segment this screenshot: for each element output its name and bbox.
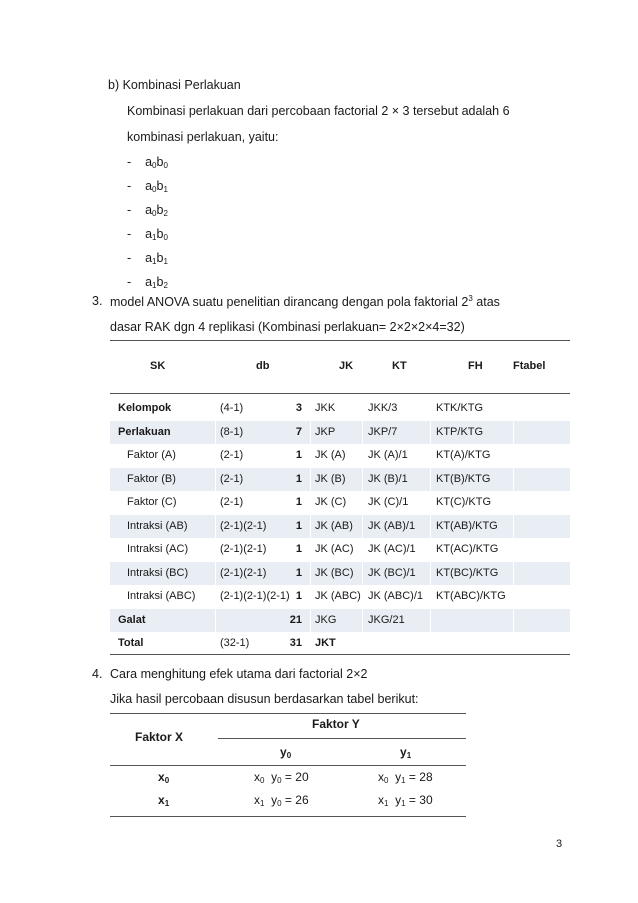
anova-top-rule bbox=[110, 340, 570, 341]
cell-jk: JKP bbox=[315, 425, 336, 438]
factor-b-subscript: 0 bbox=[163, 161, 168, 170]
cell-db: (2-1)(2-1) bbox=[220, 543, 267, 555]
cell-sk: Galat bbox=[118, 613, 146, 626]
cell-jk: JKT bbox=[315, 637, 336, 649]
cell-x1-y1 bbox=[378, 793, 433, 808]
anova-bottom-rule bbox=[110, 654, 570, 655]
cell-sk: Intraksi (ABC) bbox=[127, 590, 196, 602]
cell-y-letter: y bbox=[271, 770, 278, 784]
cell-x-letter: x bbox=[378, 770, 384, 784]
table-row bbox=[110, 421, 570, 444]
cell-db-value: 1 bbox=[295, 590, 302, 602]
cell-kt: JK (BC)/1 bbox=[368, 566, 416, 579]
cell-db: (2-1) bbox=[220, 449, 244, 461]
cell-db-value: 1 bbox=[295, 496, 302, 508]
factor-a-letter: a bbox=[145, 251, 153, 265]
column-separator bbox=[215, 421, 216, 444]
factor-b-subscript: 0 bbox=[163, 233, 168, 242]
cell-kt: JK (A)/1 bbox=[368, 449, 408, 461]
cell-value: = 30 bbox=[408, 793, 433, 807]
header-jk: JK bbox=[339, 360, 354, 372]
y1-subscript: 1 bbox=[406, 751, 412, 760]
factor-table bbox=[110, 713, 466, 817]
factor-b-subscript: 1 bbox=[163, 185, 168, 194]
table-row bbox=[110, 632, 570, 655]
cell-db: (2-1)(2-1) bbox=[220, 519, 267, 532]
cell-jk: JK (AC) bbox=[315, 543, 354, 555]
section-4-line2: Jika hasil percobaan disusun berdasarkan tabel berikut: bbox=[110, 692, 419, 706]
cell-db: (2-1)(2-1)(2-1) bbox=[220, 590, 290, 602]
cell-fh: KTK/KTG bbox=[436, 402, 484, 414]
cell-db-value: 1 bbox=[295, 449, 302, 461]
section-3-number: 3. bbox=[92, 294, 103, 308]
cell-db: (2-1) bbox=[220, 472, 244, 485]
column-separator bbox=[310, 562, 311, 585]
cell-jk: JK (C) bbox=[315, 496, 347, 508]
x0-letter: x bbox=[158, 770, 165, 784]
column-separator bbox=[430, 609, 431, 632]
factor-table-header-rule bbox=[110, 765, 466, 766]
section-3-line1 bbox=[110, 294, 500, 309]
y1-header bbox=[400, 745, 411, 760]
y0-letter: y bbox=[280, 745, 287, 759]
cell-jk: JK (B) bbox=[315, 472, 346, 485]
cell-fh: KT(ABC)/KTG bbox=[436, 590, 506, 602]
cell-kt: JKP/7 bbox=[368, 425, 398, 438]
column-separator bbox=[362, 468, 363, 491]
cell-fh: KT(C)/KTG bbox=[436, 496, 491, 508]
factor-a-subscript: 1 bbox=[152, 281, 157, 290]
cell-x-letter: x bbox=[254, 793, 260, 807]
column-separator bbox=[513, 515, 514, 538]
column-separator bbox=[362, 421, 363, 444]
column-separator bbox=[310, 609, 311, 632]
cell-db: (32-1) bbox=[220, 637, 250, 649]
cell-db: (8-1) bbox=[220, 425, 244, 438]
cell-sk: Intraksi (AB) bbox=[127, 519, 188, 532]
column-separator bbox=[215, 609, 216, 632]
cell-db-value: 1 bbox=[295, 543, 302, 555]
cell-y-letter: y bbox=[395, 770, 402, 784]
cell-x0-y1 bbox=[378, 770, 433, 785]
section-4-number: 4. bbox=[92, 667, 103, 681]
column-separator bbox=[362, 562, 363, 585]
x0-subscript: 0 bbox=[164, 776, 170, 785]
cell-sk: Intraksi (AC) bbox=[127, 543, 189, 555]
cell-kt: JK (B)/1 bbox=[368, 472, 408, 485]
list-dash: - bbox=[127, 203, 132, 217]
cell-kt: JK (AC)/1 bbox=[368, 543, 416, 555]
factor-a-subscript: 0 bbox=[152, 161, 157, 170]
column-separator bbox=[310, 515, 311, 538]
cell-x-letter: x bbox=[378, 793, 384, 807]
y0-subscript: 0 bbox=[286, 751, 292, 760]
section-3-line1-end: atas bbox=[472, 295, 500, 309]
cell-y-letter: y bbox=[271, 793, 278, 807]
column-separator bbox=[430, 515, 431, 538]
section-4-line1: Cara menghitung efek utama dari factorial 2×2 bbox=[110, 667, 368, 681]
cell-sk: Faktor (C) bbox=[127, 496, 177, 508]
column-separator bbox=[430, 421, 431, 444]
cell-x1-y0 bbox=[254, 793, 309, 808]
section-b-paragraph-line1: Kombinasi perlakuan dari percobaan factorial 2 × 3 tersebut adalah 6 bbox=[127, 104, 510, 118]
cell-kt: JK (ABC)/1 bbox=[368, 590, 424, 602]
factor-table-bottom-rule bbox=[110, 816, 466, 817]
anova-header-rule bbox=[110, 393, 570, 394]
cell-db-value: 31 bbox=[289, 637, 302, 649]
table-row bbox=[110, 491, 570, 514]
cell-x-subscript: 0 bbox=[260, 776, 265, 785]
cell-x-subscript: 1 bbox=[384, 799, 389, 808]
header-kt: KT bbox=[392, 360, 407, 372]
section-b-paragraph-line2: kombinasi perlakuan, yaitu: bbox=[127, 130, 279, 144]
list-dash: - bbox=[127, 155, 132, 169]
header-sk: SK bbox=[150, 360, 166, 372]
x0-label bbox=[158, 770, 169, 785]
cell-x-letter: x bbox=[254, 770, 260, 784]
cell-y-subscript: 0 bbox=[277, 776, 282, 785]
cell-kt: JK (C)/1 bbox=[368, 496, 409, 508]
table-row bbox=[110, 538, 570, 561]
factor-b-letter: b bbox=[156, 155, 164, 169]
table-row bbox=[110, 444, 570, 467]
cell-sk: Faktor (B) bbox=[127, 472, 176, 485]
cell-jk: JK (AB) bbox=[315, 519, 353, 532]
header-ftabel: Ftabel bbox=[513, 360, 546, 372]
column-separator bbox=[215, 468, 216, 491]
factor-b-subscript: 1 bbox=[163, 257, 168, 266]
cell-kt: JKK/3 bbox=[368, 402, 398, 414]
cell-fh: KT(AB)/KTG bbox=[436, 519, 498, 532]
cell-value: = 28 bbox=[408, 770, 433, 784]
column-separator bbox=[513, 562, 514, 585]
cell-db-value: 1 bbox=[295, 519, 302, 532]
factor-table-top-rule bbox=[110, 713, 466, 714]
combination-item bbox=[127, 179, 168, 194]
y1-letter: y bbox=[400, 745, 407, 759]
column-separator bbox=[430, 562, 431, 585]
faktor-x-header: Faktor X bbox=[135, 730, 184, 744]
combination-item bbox=[127, 251, 168, 266]
table-row bbox=[110, 515, 570, 538]
cell-y-subscript: 0 bbox=[277, 799, 282, 808]
cell-db: (2-1)(2-1) bbox=[220, 566, 267, 579]
factor-a-letter: a bbox=[145, 155, 153, 169]
column-separator bbox=[430, 468, 431, 491]
section-3-exponent: 3 bbox=[468, 294, 473, 303]
column-separator bbox=[310, 421, 311, 444]
column-separator bbox=[310, 468, 311, 491]
list-dash: - bbox=[127, 179, 132, 193]
factor-b-subscript: 2 bbox=[163, 281, 168, 290]
list-dash: - bbox=[127, 275, 132, 289]
faktor-y-rule bbox=[218, 738, 466, 739]
cell-fh: KT(BC)/KTG bbox=[436, 566, 499, 579]
cell-db: (4-1) bbox=[220, 402, 244, 414]
factor-b-subscript: 2 bbox=[163, 209, 168, 218]
cell-kt: JK (AB)/1 bbox=[368, 519, 416, 532]
column-separator bbox=[362, 609, 363, 632]
cell-fh: KT(A)/KTG bbox=[436, 449, 491, 461]
cell-jk: JKK bbox=[315, 402, 336, 414]
cell-y-letter: y bbox=[395, 793, 402, 807]
row-shading bbox=[110, 421, 570, 444]
header-fh: FH bbox=[468, 360, 483, 372]
cell-x-subscript: 1 bbox=[260, 799, 265, 808]
cell-kt: JKG/21 bbox=[368, 613, 405, 626]
factor-a-subscript: 0 bbox=[152, 185, 157, 194]
combination-item bbox=[127, 155, 168, 170]
cell-fh: KTP/KTG bbox=[436, 425, 484, 438]
table-row bbox=[110, 397, 570, 420]
cell-db-value: 21 bbox=[289, 613, 302, 626]
table-row bbox=[110, 585, 570, 608]
column-separator bbox=[215, 515, 216, 538]
list-dash: - bbox=[127, 227, 132, 241]
factor-a-letter: a bbox=[145, 203, 153, 217]
combination-item bbox=[127, 227, 168, 242]
column-separator bbox=[513, 609, 514, 632]
column-separator bbox=[362, 515, 363, 538]
factor-a-subscript: 1 bbox=[152, 233, 157, 242]
column-separator bbox=[215, 562, 216, 585]
faktor-y-header: Faktor Y bbox=[312, 717, 360, 731]
cell-x-subscript: 0 bbox=[384, 776, 389, 785]
factor-a-subscript: 0 bbox=[152, 209, 157, 218]
cell-db-value: 7 bbox=[295, 425, 302, 438]
table-row bbox=[110, 468, 570, 491]
factor-b-letter: b bbox=[156, 203, 164, 217]
cell-jk: JKG bbox=[315, 613, 337, 626]
combination-item bbox=[127, 203, 168, 218]
cell-fh: KT(AC)/KTG bbox=[436, 543, 499, 555]
column-separator bbox=[513, 468, 514, 491]
x1-label bbox=[158, 793, 169, 808]
cell-fh: KT(B)/KTG bbox=[436, 472, 491, 485]
cell-jk: JK (A) bbox=[315, 449, 346, 461]
cell-db-value: 1 bbox=[295, 472, 302, 485]
cell-db-value: 1 bbox=[295, 566, 302, 579]
factor-b-letter: b bbox=[156, 275, 164, 289]
column-separator bbox=[513, 421, 514, 444]
cell-sk: Total bbox=[118, 637, 144, 649]
table-row bbox=[110, 562, 570, 585]
cell-db-value: 3 bbox=[295, 402, 302, 414]
cell-y-subscript: 1 bbox=[401, 799, 406, 808]
cell-y-subscript: 1 bbox=[401, 776, 406, 785]
factor-a-subscript: 1 bbox=[152, 257, 157, 266]
table-row bbox=[110, 609, 570, 632]
cell-x0-y0 bbox=[254, 770, 309, 785]
factor-b-letter: b bbox=[156, 227, 164, 241]
row-shading bbox=[110, 609, 570, 632]
page-number: 3 bbox=[556, 838, 563, 850]
section-3-line2: dasar RAK dgn 4 replikasi (Kombinasi perlakuan= 2×2×2×4=32) bbox=[110, 320, 465, 334]
list-dash: - bbox=[127, 251, 132, 265]
factor-a-letter: a bbox=[145, 227, 153, 241]
cell-db: (2-1) bbox=[220, 496, 244, 508]
factor-a-letter: a bbox=[145, 275, 153, 289]
cell-sk: Perlakuan bbox=[118, 425, 171, 438]
cell-value: = 20 bbox=[284, 770, 309, 784]
factor-b-letter: b bbox=[156, 251, 164, 265]
cell-sk: Intraksi (BC) bbox=[127, 566, 189, 579]
section-b-heading: b) Kombinasi Perlakuan bbox=[108, 78, 241, 92]
cell-value: = 26 bbox=[284, 793, 309, 807]
section-3-line1-text: model ANOVA suatu penelitian dirancang dengan pola faktorial 2 bbox=[110, 295, 469, 309]
cell-jk: JK (ABC) bbox=[315, 590, 361, 602]
cell-jk: JK (BC) bbox=[315, 566, 354, 579]
x1-letter: x bbox=[158, 793, 165, 807]
cell-sk: Faktor (A) bbox=[127, 449, 176, 461]
factor-b-letter: b bbox=[156, 179, 164, 193]
factor-a-letter: a bbox=[145, 179, 153, 193]
header-db: db bbox=[256, 360, 270, 372]
x1-subscript: 1 bbox=[164, 799, 170, 808]
cell-sk: Kelompok bbox=[118, 402, 172, 414]
y0-header bbox=[280, 745, 291, 760]
combination-item bbox=[127, 275, 168, 290]
